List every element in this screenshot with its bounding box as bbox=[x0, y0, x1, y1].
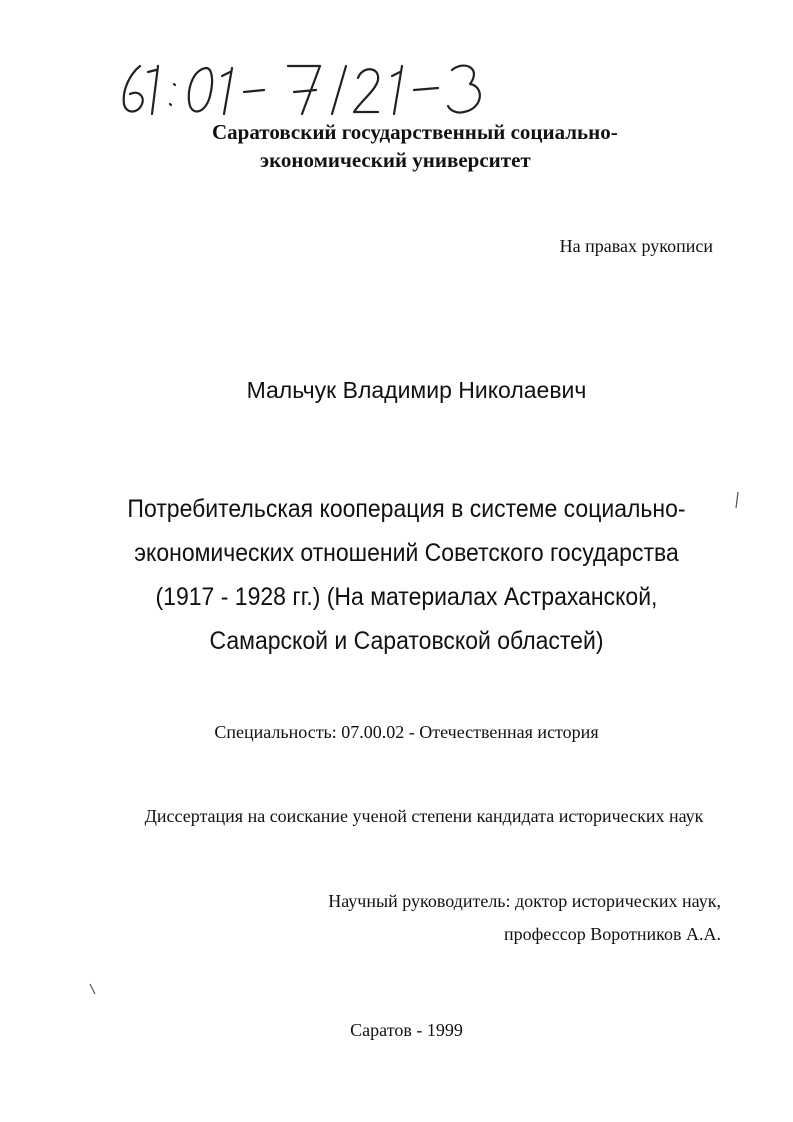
university-line-2: экономический университет bbox=[260, 148, 531, 172]
author-name: Мальчук Владимир Николаевич bbox=[246, 377, 587, 403]
scan-speck bbox=[732, 490, 742, 512]
title-line: Самарской и Саратовской областей) bbox=[209, 627, 604, 655]
manuscript-rights-note: На правах рукописи bbox=[559, 236, 713, 256]
city-year: Саратов - 1999 bbox=[350, 1020, 463, 1040]
specialty-line: Специальность: 07.00.02 - Отечественная история bbox=[214, 722, 599, 742]
handwritten-number-text: 61:01-7/21-3 bbox=[112, 122, 118, 123]
university-line-1: Саратовский государственный социально- bbox=[212, 120, 618, 144]
degree-statement: Диссертация на соискание ученой степени кандидата исторических наук bbox=[144, 806, 704, 826]
supervisor-line-2: профессор Воротников А.А. bbox=[504, 924, 721, 944]
scientific-supervisor bbox=[328, 885, 721, 951]
dissertation-title bbox=[88, 487, 726, 663]
title-line: Потребительская кооперация в системе социально- bbox=[127, 495, 686, 523]
scan-speck bbox=[88, 982, 98, 998]
title-line: (1917 - 1928 гг.) (На материалах Астраханской, bbox=[155, 583, 658, 611]
supervisor-line-1: Научный руководитель: доктор исторических наук, bbox=[328, 891, 721, 911]
handwritten-archive-number bbox=[112, 52, 582, 124]
university-name bbox=[150, 118, 710, 174]
title-line: экономических отношений Советского государства bbox=[134, 539, 679, 567]
